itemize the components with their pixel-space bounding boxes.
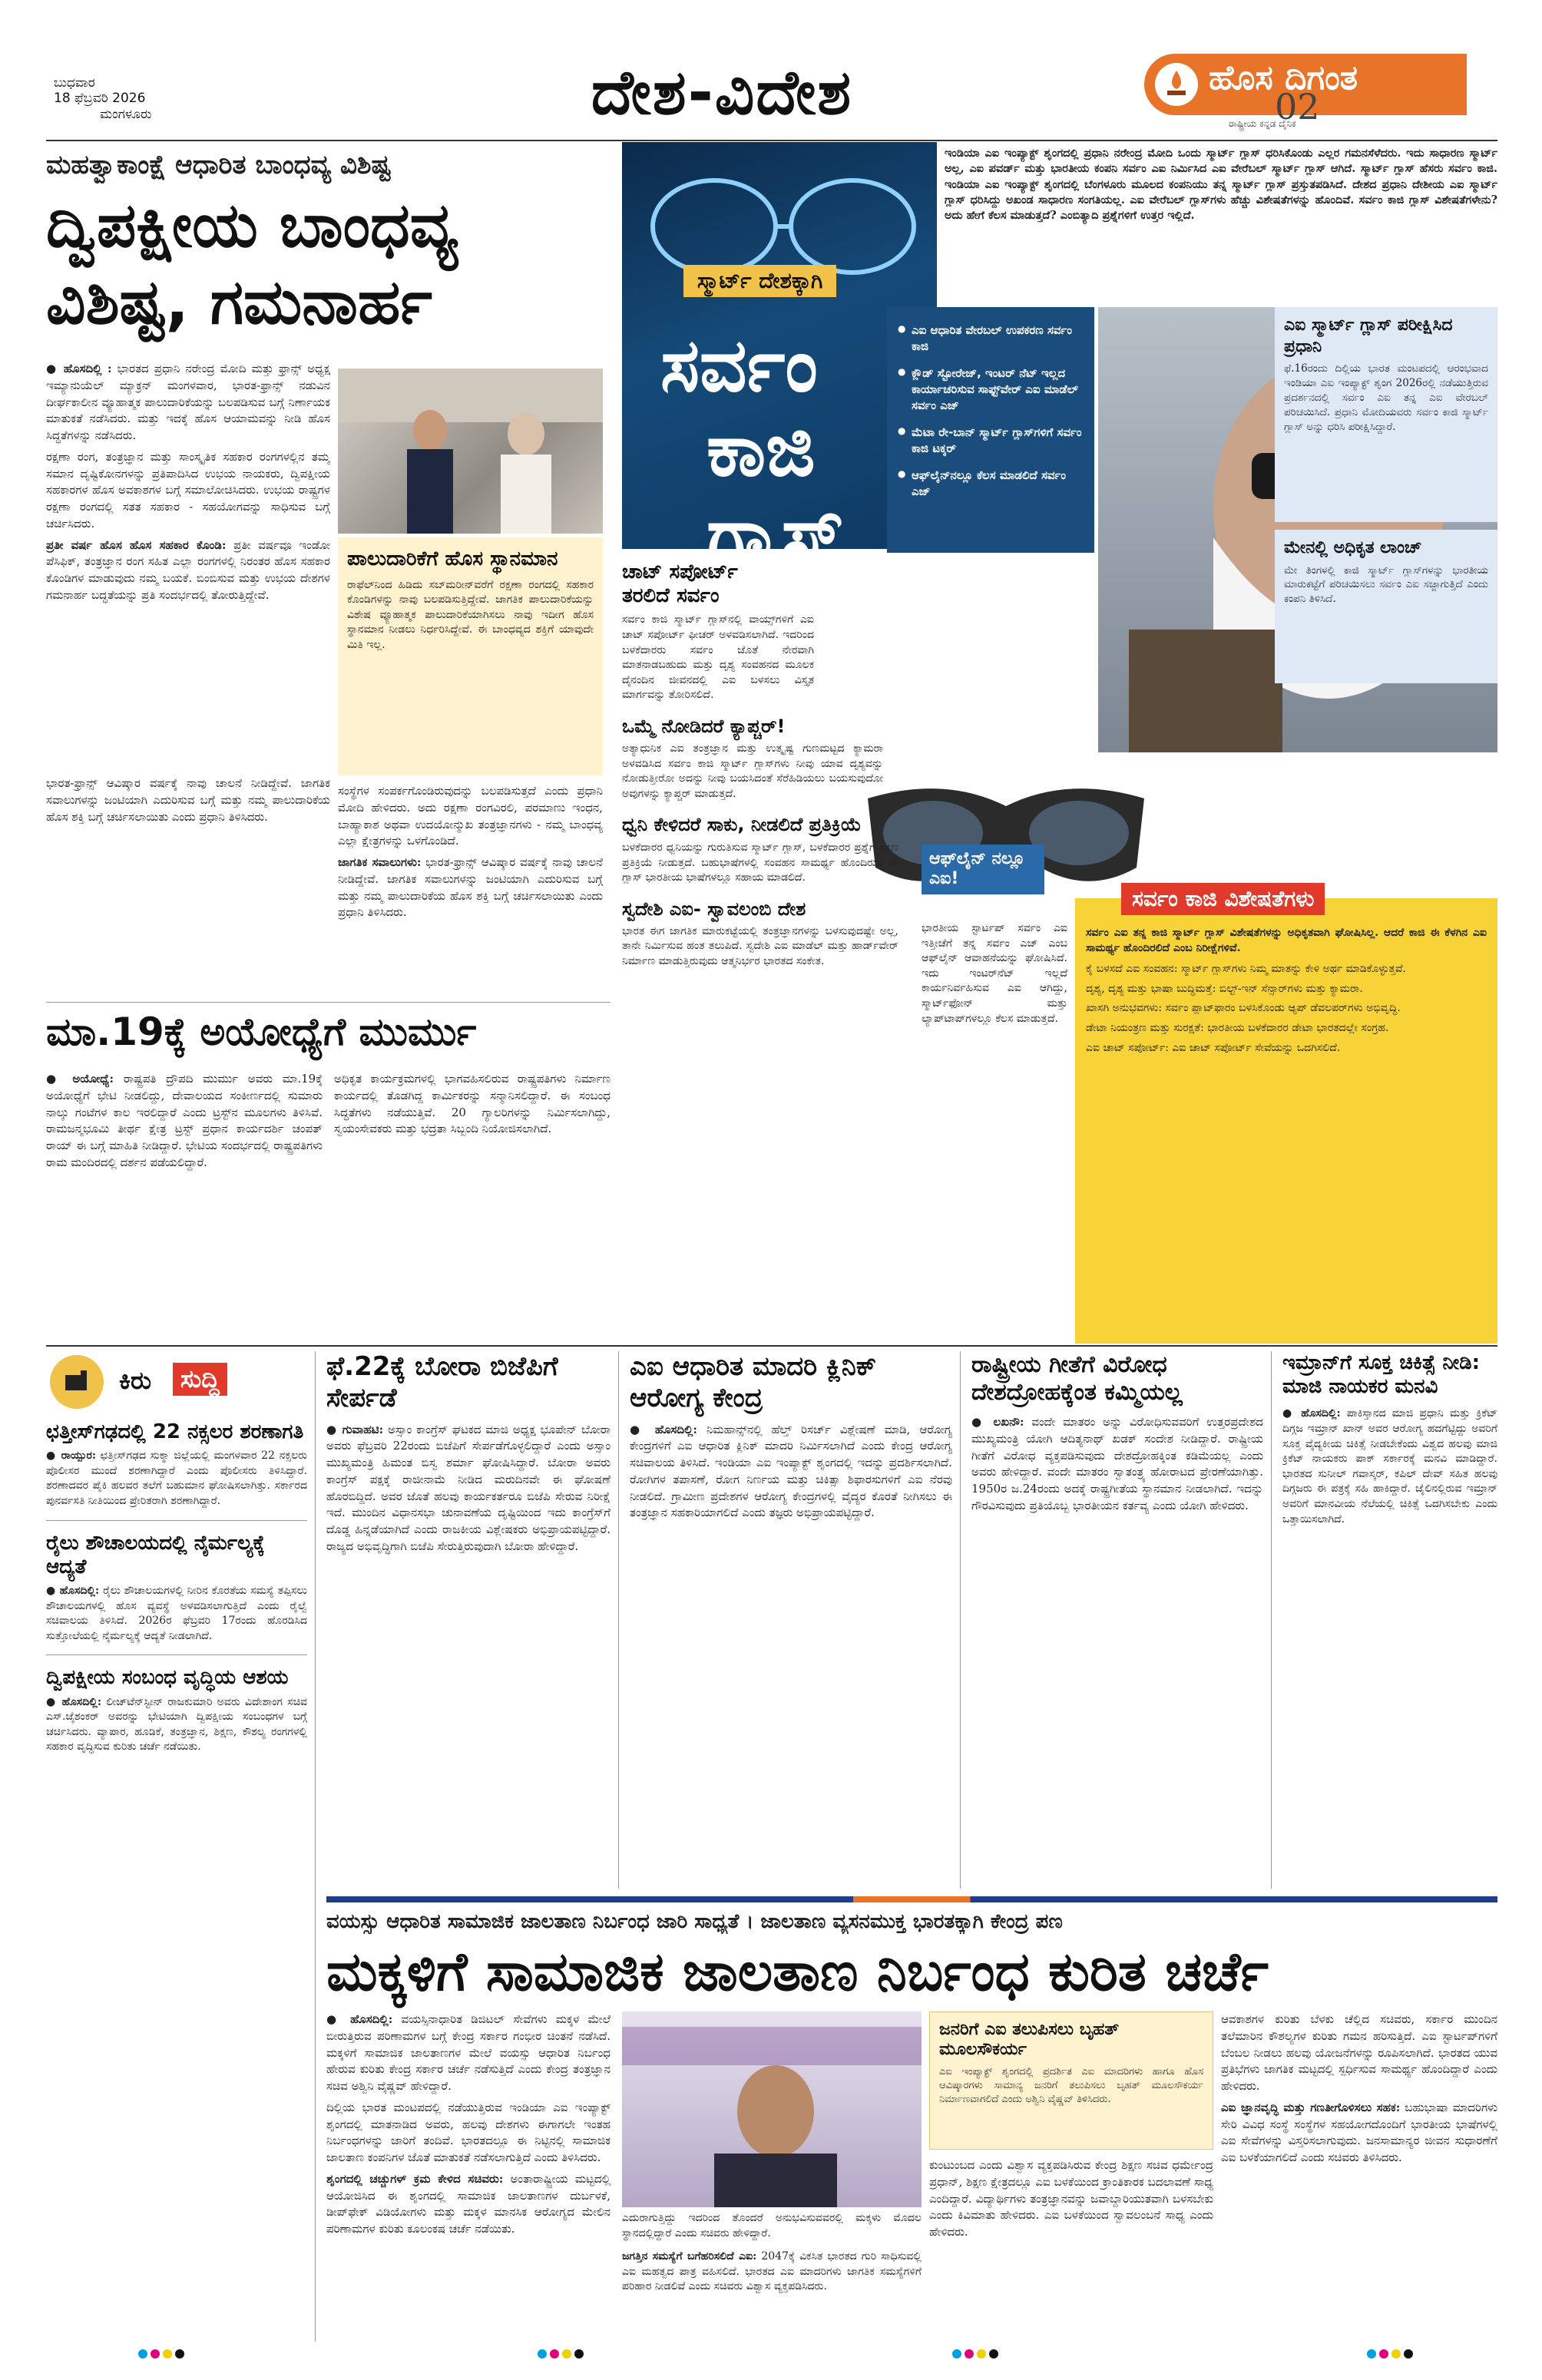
lead-subhead: ಪ್ರತೀ ವರ್ಷ ಹೊಸ ಹೊಸ ಸಹಕಾರ ಕೊಂಡಿ:: [46, 537, 227, 552]
lead-dateline: ● ಹೊಸದಿಲ್ಲಿ :: [46, 362, 112, 375]
kiru-divider: [46, 1520, 307, 1521]
lamp-icon: [1155, 63, 1198, 106]
bora-rule: [618, 1351, 619, 1889]
feature-big-1: ಸರ್ವಂ: [660, 322, 818, 408]
anthem-text: [971, 1414, 1263, 1515]
feature-tag: ಸ್ಮಾರ್ಟ್ ದೇಶಕ್ಕಾಗಿ: [683, 265, 836, 297]
social-para-4: 2047ಕ್ಕೆ ವಿಕಸಿತ ಭಾರತದ ಗುರಿ ಸಾಧಿಸುವಲ್ಲಿ ಎಐ ಮಹತ್ವದ ಪಾತ್ರ ವಹಿಸಲಿದೆ. ಭಾರತದ ಎಐ ಮಾದರಿಗಳು ಜಾಗತಿಕ ಸಮಸ್ಯೆಗಳಿಗೆ ಪರಿಹಾರ ನೀಡಲಿವೆ ಎಂದು ಸಚಿವರು ವಿಶ್ವಾಸ ವ್ಯಕ್ತಪಡಿಸಿದರು.: [622, 2250, 922, 2293]
feature-sub-2: ಒಮ್ಮೆ ನೋಡಿದರೆ ಕ್ಯಾಪ್ಚರ್!: [622, 715, 786, 737]
header-rule: [46, 140, 1497, 141]
imran-story: [1282, 1351, 1497, 1889]
murmu-title: ಮಾ.19ಕ್ಕೆ ಅಯೋಧ್ಯೆಗೆ ಮುರ್ಮು: [46, 1010, 477, 1054]
lead-col-2-subhead: ಜಾಗತಿಕ ಸವಾಲುಗಳು:: [338, 855, 422, 869]
murmu-col-2: ಅಧಿಕೃತ ಕಾರ್ಯಕ್ರಮಗಳಲ್ಲಿ ಭಾಗವಹಿಸಲಿರುವ ರಾಷ್ಟ್ರಪತಿಗಳು ನಿರ್ಮಾಣ ಕಾರ್ಯದಲ್ಲಿ ತೊಡಗಿದ್ದ ಕಾರ್ಮಿಕರನ್ನು ಸನ್ಮಾನಿಸಲಿದ್ದಾರೆ. ಈ ಸಂಬಂಧ ಸಿದ್ಧತೆಗಳು ನಡೆಯುತ್ತಿವೆ. 20 ಗ್ಯಾಲರಿಗಳನ್ನು ನಿರ್ಮಿಸಲಾಗಿದ್ದು, ಸ್ವಯಂಸೇವಕರು ಮತ್ತು ಭದ್ರತಾ ಸಿಬ್ಬಂದಿ ನಿಯೋಜಿಸಲಾಗಿದೆ.: [334, 1072, 611, 1136]
feature-sub-4-text: ಭಾರತ ಈಗ ಜಾಗತಿಕ ಮಾರುಕಟ್ಟೆಯಲ್ಲಿ ತಂತ್ರಜ್ಞಾನಗಳನ್ನು ಬಳಸುವುದಷ್ಟೇ ಅಲ್ಲ, ತಾನೇ ನಿರ್ಮಿಸುವ ಹಂತ ತಲುಪಿದೆ. ಸ್ವದೇಶಿ ಎಐ ಮಾಡೆಲ್ ಮತ್ತು ಹಾರ್ಡ್‌ವೇರ್ ನಿರ್ಮಾಣ ಮಾಡುತ್ತಿರುವುದು ಆತ್ಮನಿರ್ಭರ ಭಾರತದ ಸಂಕೇತ.: [622, 924, 898, 968]
suddi-label: ಸುದ್ದಿ: [173, 1363, 227, 1396]
offline-text: ಭಾರತೀಯ ಸ್ಟಾರ್ಟಪ್ ಸರ್ವಂ ಎಐ ಇತ್ತೀಚೆಗೆ ತನ್ನ ಸರ್ವಂ ಎಜ್ ಎಂಬ ಆಫ್‌ಲೈನ್ ಆವಾಹನೆಯನ್ನು ಘೋಷಿಸಿದೆ. ಇದು ಇಂಟರ್‌ನೆಟ್ ಇಲ್ಲದೆ ಕಾರ್ಯನಿರ್ವಹಿಸುವ ಎಐ ಆಗಿದ್ದು, ಸ್ಮಾರ್ಟ್‌ಫೋನ್ ಮತ್ತು ಲ್ಯಾಪ್‌ಟಾಪ್‌ಗಳಲ್ಲೂ ಕೆಲಸ ಮಾಡುತ್ತದೆ.: [922, 922, 1067, 1025]
spec-item: ಎಐ ಚಾಟ್ ಸಪೋರ್ಟ್: ಎಐ ಚಾಟ್ ಸಪೋರ್ಟ್ ಸೇವೆಯನ್ನು ಒದಗಿಸಲಿದೆ.: [1086, 1041, 1341, 1054]
clinic-title: ಎಐ ಆಧಾರಿತ ಮಾದರಿ ಕ್ಲಿನಿಕ್ ಆರೋಗ್ಯ ಕೇಂದ್ರ: [630, 1351, 877, 1413]
page-number: 02: [1275, 86, 1320, 127]
lead-col-2-para: ಸಂಸ್ಥೆಗಳ ಸಂಪರ್ಕಗೊಂಡಿರುವುದನ್ನು ಬಲಪಡಿಸುತ್ತದೆ ಎಂದು ಪ್ರಧಾನಿ ಮೋದಿ ಹೇಳಿದರು. ಅದು ರಕ್ಷಣಾ ರಂಗವಿರಲಿ, ಪರಮಾಣು ಇಂಧನ, ಬಾಹ್ಯಾಕಾಶ ಅಥವಾ ಉದಯೋನ್ಮುಖ ತಂತ್ರಜ್ಞಾನಗಳು - ನಮ್ಮ ಬಾಂಧವ್ಯ ಎಲ್ಲಾ ಕ್ಷೇತ್ರಗಳನ್ನು ಒಳಗೊಂಡಿದೆ.: [338, 784, 603, 848]
lead-title-2: ವಿಶಿಷ್ಟ, ಗಮನಾರ್ಹ: [46, 266, 432, 338]
paper-name: ಹೊಸ ದಿಗಂತ: [1209, 58, 1358, 98]
social-sidebox-title: ಜನರಿಗೆ ಎಐ ತಲುಪಿಸಲು ಬೃಹತ್ ಮೂಲಸೌಕರ್ಯ: [939, 2020, 1120, 2060]
lead-col-2-para-2: ಭಾರತ-ಫ್ರಾನ್ಸ್ ಆವಿಷ್ಕಾರ ವರ್ಷಕ್ಕೆ ನಾವು ಚಾಲನೆ ನೀಡಿದ್ದೇವೆ. ಜಾಗತಿಕ ಸವಾಲುಗಳನ್ನು ಜಂಟಿಯಾಗಿ ಎದುರಿಸುವ ಬಗ್ಗೆ ಮತ್ತು ನಮ್ಮ ಪಾಲುದಾರಿಕೆಯ ಹೊಸ ಶಕ್ತಿ ಬಗ್ಗೆ ಚರ್ಚಿಸಲಾಯಿತು ಎಂದು ಪ್ರಧಾನಿ ತಿಳಿಸಿದರು.: [338, 855, 603, 920]
feature-col-a: [622, 560, 898, 1344]
murmu-col-1: [46, 1071, 323, 1340]
kiru-title-3: ದ್ವಿಪಕ್ಷೀಯ ಸಂಬಂಧ ವೃದ್ಧಿಯ ಆಶಯ: [46, 1666, 289, 1690]
feature-bullet: ● ಎಐ ಆಧಾರಿತ ವೇರಬಲ್ ಉಪಕರಣ ಸರ್ವಂ ಕಾಜಿ: [898, 322, 1084, 355]
lead-title-1: ದ್ವಿಪಕ್ಷೀಯ ಬಾಂಧವ್ಯ: [46, 190, 458, 261]
feature-box-1-text: ಫೆ.16ರಂದು ದಿಲ್ಲಿಯ ಭಾರತ ಮಂಟಪದಲ್ಲಿ ಆರಂಭವಾದ ಇಂಡಿಯಾ ಎಐ ಇಂಪ್ಯಾಕ್ಟ್ ಶೃಂಗ 2026ರಲ್ಲಿ ನಡೆಯುತ್ತಿರುವ ಪ್ರದರ್ಶನದಲ್ಲಿ ಸರ್ವಂ ಎಐ ತನ್ನ ಎಐ ವೇರಬಲ್ ಪರಿಚಯಿಸಿದೆ. ಪ್ರಧಾನಿ ಮೋದಿಯವರು ಸರ್ವಂ ಕಾಜಿ ಸ್ಮಾರ್ಟ್ ಗ್ಲಾಸ್ ಅನ್ನು ಧರಿಸಿ ಪರೀಕ್ಷಿಸಿದ್ದಾರೆ.: [1284, 362, 1488, 433]
hand-icon: [50, 1355, 104, 1409]
feature-bullet: ● ಆಫ್‌ಲೈನ್‌ನಲ್ಲೂ ಕೆಲಸ ಮಾಡಲಿದೆ ಸರ್ವಂ ಎಜ್: [898, 468, 1084, 500]
section-title: ದೇಶ-ವಿದೇಶ: [591, 57, 853, 128]
spec-item: ಖಾಸಗಿ ಅನುಭವಗಳು: ಸರ್ವಂ ಪ್ಲಾಟ್‌ಫಾರಂ ಬಳಸಿಕೊಂಡು ಆ್ಯಪ್ ಡೆವಲಪರ್‌ಗಳು ಅಭಿವೃದ್ಧಿ.: [1086, 1002, 1401, 1015]
social-col-1: [326, 2011, 611, 2342]
social-col-2: [622, 2249, 922, 2342]
feature-sub-3-text: ಬಳಕೆದಾರರ ಧ್ವನಿಯನ್ನು ಗುರುತಿಸುವ ಸ್ಮಾರ್ಟ್ ಗ್ಲಾಸ್, ಬಳಕೆದಾರರ ಪ್ರಶ್ನೆಗೆ ತಕ್ಷಣ ಪ್ರತಿಕ್ರಿಯೆ ನೀಡುತ್ತದೆ. ಬಹುಭಾಷೆಗಳಲ್ಲಿ ಸಂವಹನ ಸಾಮರ್ಥ್ಯ ಹೊಂದಿರುವ ಈ ಗ್ಲಾಸ್ ಭಾರತೀಯ ಭಾಷೆಗಳಲ್ಲೂ ಸಹಾಯ ಮಾಡಲಿದೆ.: [622, 841, 898, 884]
clinic-para: ನಿಮಹಾನ್ಸ್‌ನಲ್ಲಿ ಹೆಲ್ತ್ ರಿಸರ್ಚ್ ವಿಶ್ಲೇಷಣೆ ಮಾಡಿ, ಆರೋಗ್ಯ ಕೇಂದ್ರಗಳಿಗೆ ಎಐ ಆಧಾರಿತ ಕ್ಲಿನಿಕ್ ಮಾದರಿ ನಿರ್ಮಿಸಲಾಗಿದೆ ಎಂದು ಕೇಂದ್ರ ಆರೋಗ್ಯ ಸಚಿವಾಲಯ ತಿಳಿಸಿದೆ. ಇಂಡಿಯಾ ಎಐ ಇಂಪ್ಯಾಕ್ಟ್ ಶೃಂಗದಲ್ಲಿ ಇದನ್ನು ಪ್ರದರ್ಶಿಸಲಾಗಿದೆ. ರೋಗಿಗಳ ತಪಾಸಣೆ, ರೋಗ ನಿರ್ಣಯ ಮತ್ತು ಚಿಕಿತ್ಸಾ ಶಿಫಾರಸುಗಳಿಗೆ ಎಐ ನೆರವು ನೀಡಲಿದೆ. ಗ್ರಾಮೀಣ ಪ್ರದೇಶಗಳ ಆರೋಗ್ಯ ಕೇಂದ್ರಗಳಲ್ಲಿ ವೈದ್ಯರ ಕೊರತೆ ನೀಗಿಸಲು ಈ ತಂತ್ರಜ್ಞಾನ ಸಹಕಾರಿಯಾಗಲಿದೆ ಎಂದು ತಜ್ಞರು ಅಭಿಪ್ರಾಯಪಟ್ಟಿದ್ದಾರೆ.: [630, 1422, 952, 1520]
lead-col-1b: [46, 775, 330, 998]
imran-text: [1282, 1407, 1497, 1527]
anthem-title: ರಾಷ್ಟ್ರೀಯ ಗೀತೆಗೆ ವಿರೋಧ ದೇಶದ್ರೋಹಕ್ಕೆಂತ ಕಮ್ಮಿಯಲ್ಲ: [971, 1351, 1183, 1406]
color-bar: [326, 1896, 1497, 1902]
feature-sub-1-text: ಸರ್ವಂ ಕಾಜಿ ಸ್ಮಾರ್ಟ್ ಗ್ಲಾಸ್‌ನಲ್ಲಿ ವಾಯ್ಸ್‌ಗಳಿಗೆ ಎಐ ಚಾಟ್ ಸಪೋರ್ಟ್ ಫೀಚರ್ ಅಳವಡಿಸಲಾಗಿದೆ. ಇದರಿಂದ ಬಳಕೆದಾರರು ಸರ್ವಂ ಜೊತೆ ನೇರವಾಗಿ ಮಾತನಾಡಬಹುದು ಮತ್ತು ದೃಶ್ಯ ಸಂವಹನದ ಮೂಲಕ ದೈನಂದಿನ ಜೀವನದಲ್ಲಿ ಎಐ ಬಳಸಲು ವಿಸ್ತೃತ ಮಾರ್ಗವನ್ನು ತೋರಿಸಲಿದೆ.: [622, 613, 814, 702]
dateline-day: ಬುಧವಾರ: [54, 75, 95, 91]
bora-text: [326, 1422, 611, 1555]
imran-dateline: ● ಹೊಸದಿಲ್ಲಿ:: [1282, 1407, 1341, 1420]
feature-sub-1: ಚಾಟ್ ಸಪೋರ್ಟ್ ತರಲಿದೆ ಸರ್ವಂ: [622, 560, 738, 608]
feature-intro: ಇಂಡಿಯಾ ಎಐ ಇಂಪ್ಯಾಕ್ಟ್ ಶೃಂಗದಲ್ಲಿ ಪ್ರಧಾನಿ ನರೇಂದ್ರ ಮೋದಿ ಒಂದು ಸ್ಮಾರ್ಟ್ ಗ್ಲಾಸ್ ಧರಿಸಿಕೊಂಡು ಎಲ್ಲರ ಗಮನಸೆಳೆದರು. ಇದು ಸಾಧಾರಣ ಸ್ಮಾರ್ಟ್ ಅಲ್ಲ, ಎಐ ಪವರ್ಡ್ ಮತ್ತು ಭಾರತೀಯ ಕಂಪನಿ ಸರ್ವಂ ಎಐ ನಿರ್ಮಿಸಿದ ಎಐ ವೇರೆಬಲ್ ಸ್ಮಾರ್ಟ್ ಗ್ಲಾಸ್ ಆಗಿದೆ. ಸ್ಮಾರ್ಟ್ ಗ್ಲಾಸ್ ಹೆಸರು ಸರ್ವಂ ಕಾಜಿ. ಇಂಡಿಯಾ ಎಐ ಇಂಪ್ಯಾಕ್ಟ್ ಶೃಂಗದಲ್ಲಿ ಬೆಂಗಳೂರು ಮೂಲದ ಕಂಪನಿಯು ತನ್ನ ಸ್ಮಾರ್ಟ್ ಗ್ಲಾಸ್ ಪ್ರಸ್ತುತಪಡಿಸಿದೆ. ದೇಶದ ಪ್ರಧಾನಿ ದೇಶೀಯ ಎಐ ಸ್ಮಾರ್ಟ್ ಗ್ಲಾಸ್ ಧರಿಸಿದ್ದು ಅಖಂಡ ಸಾಧಾರಣ ಸಂಗತಿಯಲ್ಲ. ಎಐ ವೇರೆಬಲ್ ಗ್ಲಾಸ್‌ಗಳು ಹೆಚ್ಚು ವಿಶೇಷತೆಗಳನ್ನು ಹೊಂದಿವೆ. ಸರ್ವಂ ಕಾಜಿ ಗ್ಲಾಸ್ ವಿಶೇಷತೆಗಳೇನು? ಅದು ಹೇಗೆ ಕೆಲಸ ಮಾಡುತ್ತದೆ? ಎಂಬಿತ್ಯಾದಿ ಪ್ರಶ್ನೆಗಳಿಗೆ ಉತ್ತರ ಇಲ್ಲಿದೆ.: [945, 147, 1497, 223]
feature-big-3: ಗ್ಲಾಸ್: [706, 491, 845, 577]
lead-col-2: [338, 783, 603, 998]
minister-photo: [622, 2011, 922, 2207]
dateline: [54, 75, 207, 122]
kiru-rule: [315, 1351, 316, 2342]
kiru-text-3: [46, 1695, 307, 1755]
anthem-rule: [1271, 1351, 1272, 1889]
social-para-1: ವಯಸ್ಸಿನಾಧಾರಿತ ಡಿಜಿಟಲ್ ಸೇವೆಗಳು ಮಕ್ಕಳ ಮೇಲೆ ಬೀರುತ್ತಿರುವ ಪರಿಣಾಮಗಳ ಬಗ್ಗೆ ಕೇಂದ್ರ ಸರ್ಕಾರ ಗಂಭೀರ ಚಿಂತನೆ ನಡೆಸಿದೆ. ಮಕ್ಕಳಿಗೆ ಸಾಮಾಜಿಕ ಜಾಲತಾಣಗಳ ಮೇಲೆ ವಯಸ್ಸು ಆಧಾರಿತ ನಿರ್ಬಂಧ ಹೇರುವ ಕುರಿತು ಕೇಂದ್ರ ಸರ್ಕಾರ ಚರ್ಚೆ ನಡೆಸುತ್ತಿದೆ ಎಂದು ಕೇಂದ್ರ ತಂತ್ರಜ್ಞಾನ ಸಚಿವ ಅಶ್ವಿನಿ ವೈಷ್ಣವ್ ಹೇಳಿದ್ದಾರೆ.: [326, 2012, 611, 2093]
kiru-para: ಛತ್ತೀಸ್‌ಗಢದ ಸುಕ್ಮಾ ಜಿಲ್ಲೆಯಲ್ಲಿ ಮಂಗಳವಾರ 22 ನಕ್ಸಲರು ಪೊಲೀಸರ ಮುಂದೆ ಶರಣಾಗಿದ್ದಾರೆ ಎಂದು ಪೊಲೀಸರು ತಿಳಿಸಿದ್ದಾರೆ. ಶರಣಾದವರ ಪೈಕಿ ಹಲವರ ತಲೆಗೆ ಬಹುಮಾನ ಘೋಷಿಸಲಾಗಿತ್ತು. ಸರ್ಕಾರದ ಪುನರ್ವಸತಿ ನೀತಿಯಿಂದ ಪ್ರೇರಿತರಾಗಿ ಶರಣಾಗಿದ್ದಾರೆ.: [46, 1449, 307, 1507]
social-para-2: ದಿಲ್ಲಿಯ ಭಾರತ ಮಂಟಪದಲ್ಲಿ ನಡೆಯುತ್ತಿರುವ ಇಂಡಿಯಾ ಎಐ ಇಂಪ್ಯಾಕ್ಟ್ ಶೃಂಗದಲ್ಲಿ ಮಾತನಾಡಿದ ಅವರು, ಹಲವು ದೇಶಗಳು ಈಗಾಗಲೇ ಇಂತಹ ನಿರ್ಬಂಧಗಳನ್ನು ಜಾರಿಗೆ ತಂದಿವೆ. ಭಾರತದಲ್ಲೂ ಈ ನಿಟ್ಟಿನಲ್ಲಿ ಸಾಮಾಜಿಕ ಜಾಲತಾಣ ಕಂಪನಿಗಳ ಜೊತೆ ಮಾತುಕತೆ ನಡೆಸಲಾಗುತ್ತಿದೆ ಎಂದು ತಿಳಿಸಿದರು.: [326, 2100, 611, 2164]
imran-title: ಇಮ್ರಾನ್‌ಗೆ ಸೂಕ್ತ ಚಿಕಿತ್ಸೆ ನೀಡಿ: ಮಾಜಿ ನಾಯಕರ ಮನವಿ: [1282, 1351, 1481, 1399]
social-title: ಮಕ್ಕಳಿಗೆ ಸಾಮಾಜಿಕ ಜಾಲತಾಣ ನಿರ್ಬಂಧ ಕುರಿತ ಚರ್ಚೆ: [326, 1940, 1269, 2003]
dateline-date: 18 ಫೆಬ್ರವರಿ 2026: [54, 91, 146, 107]
feature-box-2: [1275, 530, 1497, 683]
social-col-4: [1221, 2011, 1497, 2342]
social-subhead-3: ಎಐ ಜ್ಞಾನವೃದ್ಧಿ ಮತ್ತು ಗಣತೀಗೊಳಿಸಲು ಸಹಕ:: [1221, 2100, 1401, 2114]
kiru-title-1: ಛತ್ತೀಸ್‌ಗಢದಲ್ಲಿ 22 ನಕ್ಸಲರ ಶರಣಾಗತಿ: [46, 1420, 304, 1443]
lead-sidebox-text: ರಾಫೆಲ್‌ನಿಂದ ಹಿಡಿದು ಸಬ್‌ಮರೀನ್‌ವರೆಗೆ ರಕ್ಷಣಾ ರಂಗದಲ್ಲಿ ಸಹಕಾರ ಕೊಂಡಿಗಳನ್ನು ನಾವು ಬಲಪಡಿಸುತ್ತಿದ್ದೇವೆ. ಜಾಗತಿಕ ಪಾಲುದಾರಿಕೆಯನ್ನು ವಿಶೇಷ ವ್ಯೂಹಾತ್ಮಕ ಪಾಲುದಾರಿಕೆಯಾಗಿಸಲು ನಾವು ಇದೀಗ ಹೊಸ ಸ್ಥಾನಮಾನ ನೀಡಲು ನಿರ್ಧರಿಸಿದ್ದೇವೆ. ಈ ಬಾಂಧವ್ಯದ ಶಕ್ತಿಗೆ ಯಾವುದೇ ಮಿತಿ ಇಲ್ಲ.: [347, 578, 594, 651]
kiru-label: ಕಿರು: [119, 1366, 152, 1395]
social-para-6: ಆವಕಾಶಗಳ ಕುರಿತು ಬೆಳಕು ಚೆಲ್ಲಿದ ಸಚಿವರು, ಸರ್ಕಾರ ಮುಂದಿನ ತಲೆಮಾರಿನ ಕೌಶಲ್ಯಗಳ ಕುರಿತು ಗಮನ ಹರಿಸುತ್ತಿದೆ. ಎಐ ಸ್ಟಾರ್ಟಪ್‌ಗಳಿಗೆ ಬೆಂಬಲ ನೀಡಲು ಹಲವು ಯೋಜನೆಗಳನ್ನು ರೂಪಿಸಲಾಗಿದೆ. ಭಾರತದ ಯುವ ಪ್ರತಿಭೆಗಳು ಜಾಗತಿಕ ಮಟ್ಟದಲ್ಲಿ ಸ್ಪರ್ಧಿಸುವ ಸಾಮರ್ಥ್ಯ ಹೊಂದಿದ್ದಾರೆ ಎಂದು ಹೇಳಿದರು.: [1221, 2012, 1497, 2093]
kiru-para: ಲೀಚ್‌ಟೆನ್‌ಸ್ಟೀನ್ ರಾಜಕುಮಾರಿ ಅವರು ವಿದೇಶಾಂಗ ಸಚಿವ ಎಸ್.ಜೈಶಂಕರ್ ಅವರನ್ನು ಭೇಟಿಯಾಗಿ ದ್ವಿಪಕ್ಷೀಯ ಸಂಬಂಧಗಳ ಬಗ್ಗೆ ಚರ್ಚಿಸಿದರು. ವ್ಯಾಪಾರ, ಹೂಡಿಕೆ, ತಂತ್ರಜ್ಞಾನ, ಶಿಕ್ಷಣ, ಕೌಶಲ್ಯ ರಂಗಗಳಲ್ಲಿ ಸಹಕಾರ ವೃದ್ಧಿಸುವ ಕುರಿತು ಚರ್ಚೆ ನಡೆಯಿತು.: [46, 1695, 307, 1754]
smart-glasses-image: [852, 752, 1160, 921]
modi-macron-photo: [338, 369, 603, 534]
feature-bullets-panel: [887, 307, 1094, 553]
social-para-3: ಅಂತಾರಾಷ್ಟ್ರೀಯ ಮಟ್ಟದಲ್ಲಿ ಆಯೋಜಿಸಿದ ಈ ಶೃಂಗದಲ್ಲಿ ಸಾಮಾಜಿಕ ಜಾಲತಾಣಗಳ ದುರ್ಬಳಕೆ, ಡೀಪ್‌ಫೇಕ್ ವಿಡಿಯೋಗಳು ಮತ್ತು ಮಕ್ಕಳ ಮಾನಸಿಕ ಆರೋಗ್ಯದ ಮೇಲಿನ ಪರಿಣಾಮಗಳ ಕುರಿತು ಕೂಲಂಕಷ ಚರ್ಚೆ ನಡೆಯಿತು.: [326, 2171, 611, 2236]
kiru-badge: [50, 1355, 280, 1409]
kiru-column: [46, 1420, 307, 2342]
feature-sub-4: ಸ್ವದೇಶಿ ಎಐ- ಸ್ವಾವಲಂಬಿ ದೇಶ: [622, 897, 806, 920]
print-registration-marks: [952, 2349, 998, 2359]
kiru-para: ರೈಲು ಶೌಚಾಲಯಗಳಲ್ಲಿ ನೀರಿನ ಕೊರತೆಯ ಸಮಸ್ಯೆ ತಪ್ಪಿಸಲು ಶೌಚಾಲಯಗಳಲ್ಲಿ ಹೊಸ ವ್ಯವಸ್ಥೆ ಅಳವಡಿಸಲಾಗುತ್ತಿದೆ ಎಂದು ರೈಲ್ವೆ ಸಚಿವಾಲಯ ತಿಳಿಸಿದೆ. 2026ರ ಫೆಬ್ರವರಿ 17ರಂದು ಹೊರಡಿಸಿದ ಸುತ್ತೋಲೆಯಲ್ಲಿ ನೈರ್ಮಲ್ಯಕ್ಕೆ ಆದ್ಯತೆ ನೀಡಲಾಗಿದೆ.: [46, 1584, 307, 1642]
bora-dateline: ● ಗುವಾಹಟಿ:: [326, 1422, 384, 1436]
dateline-city: ಮಂಗಳೂರು: [100, 106, 152, 122]
bora-title: ಫೆ.22ಕ್ಕೆ ಬೋರಾ ಬಿಜೆಪಿಗೆ ಸೇರ್ಪಡೆ: [326, 1351, 558, 1413]
print-registration-marks: [538, 2349, 584, 2359]
feature-sub-3: ಧ್ವನಿ ಕೇಳಿದರೆ ಸಾಕು, ನೀಡಲಿದೆ ಪ್ರತಿಕ್ರಿಯೆ: [622, 814, 862, 836]
spec-item: ದೃಶ್ಯ, ದೃಶ್ಯ ಮತ್ತು ಭಾಷಾ ಬುದ್ಧಿಮತ್ತೆ: ಬಿಲ್ಟ್-ಇನ್ ಸೆನ್ಸಾರ್‌ಗಳು ಮತ್ತು ಕ್ಯಾಮರಾ.: [1086, 982, 1363, 995]
kiru-text-1: [46, 1449, 307, 1509]
lead-para-1: ಭಾರತದ ಪ್ರಧಾನಿ ನರೇಂದ್ರ ಮೋದಿ ಮತ್ತು ಫ್ರಾನ್ಸ್ ಅಧ್ಯಕ್ಷ ಇಮ್ಯಾನುಯೆಲ್ ಮ್ಯಾಕ್ರನ್ ಮಂಗಳವಾರ, ಭಾರತ-ಫ್ರಾನ್ಸ್ ನಡುವಿನ ದೀರ್ಘಕಾಲೀನ ವ್ಯೂಹಾತ್ಮಕ ಪಾಲುದಾರಿಕೆಯನ್ನು ಬಲಪಡಿಸುವ ಬಗ್ಗೆ ನಿರ್ಣಾಯಕ ಮಾತುಕತೆ ನಡೆಸಿದರು. ಮತ್ತು ಇದಕ್ಕೆ ಹೊಸ ಆಯಾಮವನ್ನು ನೀಡಿ ಹೊಸ ಸಿದ್ಧತೆಗಳನ್ನು ನಡೆಸಿದರು.: [46, 362, 330, 442]
feature-box-2-title: ಮೇನಲ್ಲಿ ಅಧಿಕೃತ ಲಾಂಚ್: [1284, 538, 1422, 557]
bora-para: ಅಸ್ಸಾಂ ಕಾಂಗ್ರೆಸ್ ಘಟಕದ ಮಾಜಿ ಅಧ್ಯಕ್ಷ ಭೂಪೇನ್ ಬೋರಾ ಅವರು ಫೆಬ್ರವರಿ 22ರಂದು ಬಿಜೆಪಿಗೆ ಸೇರ್ಪಡೆಗೊಳ್ಳಲಿದ್ದಾರೆ ಎಂದು ಅಸ್ಸಾಂ ಮುಖ್ಯಮಂತ್ರಿ ಹಿಮಂತ ಬಿಸ್ವ ಶರ್ಮಾ ಘೋಷಿಸಿದ್ದಾರೆ. ಬೋರಾ ಅವರು ಕಾಂಗ್ರೆಸ್ ಪಕ್ಷಕ್ಕೆ ರಾಜೀನಾಮೆ ನೀಡಿದ ಮರುದಿನವೇ ಈ ಘೋಷಣೆ ಹೊರಬಿದ್ದಿದೆ. ಅವರ ಜೊತೆ ಹಲವು ಕಾರ್ಯಕರ್ತರೂ ಬಿಜೆಪಿ ಸೇರುವ ನಿರೀಕ್ಷೆ ಇದೆ. ಮುಂದಿನ ವಿಧಾನಸಭಾ ಚುನಾವಣೆಯ ದೃಷ್ಟಿಯಿಂದ ಇದು ಕಾಂಗ್ರೆಸ್‌ಗೆ ದೊಡ್ಡ ಹಿನ್ನಡೆಯಾಗಿದೆ ಎಂದು ರಾಜಕೀಯ ವಿಶ್ಲೇಷಕರು ಅಭಿಪ್ರಾಯಪಟ್ಟಿದ್ದಾರೆ. ರಾಜ್ಯದ ಅಭಿವೃದ್ಧಿಗಾಗಿ ಬಿಜೆಪಿ ಸೇರುತ್ತಿರುವುದಾಗಿ ಬೋರಾ ಹೇಳಿದ್ದಾರೆ.: [326, 1422, 611, 1553]
feature-box-1-title: ಎಐ ಸ್ಮಾರ್ಟ್ ಗ್ಲಾಸ್ ಪರೀಕ್ಷಿಸಿದ ಪ್ರಧಾನಿ: [1284, 316, 1453, 356]
social-kicker: ವಯಸ್ಸು ಆಧಾರಿತ ಸಾಮಾಜಿಕ ಜಾಲತಾಣ ನಿರ್ಬಂಧ ಜಾರಿ ಸಾಧ್ಯತೆ । ಜಾಲತಾಣ ವ್ಯಸನಮುಕ್ತ ಭಾರತಕ್ಕಾಗಿ ಕೇಂದ್ರ ಪಣ: [326, 1910, 1063, 1933]
lead-col-1b-para: ಭಾರತ-ಫ್ರಾನ್ಸ್ ಆವಿಷ್ಕಾರ ವರ್ಷಕ್ಕೆ ನಾವು ಚಾಲನೆ ನೀಡಿದ್ದೇವೆ. ಜಾಗತಿಕ ಸವಾಲುಗಳನ್ನು ಜಂಟಿಯಾಗಿ ಎದುರಿಸುವ ಬಗ್ಗೆ ಮತ್ತು ನಮ್ಮ ಪಾಲುದಾರಿಕೆಯ ಹೊಸ ಶಕ್ತಿ ಬಗ್ಗೆ ಚರ್ಚಿಸಲಾಯಿತು ಎಂದು ಪ್ರಧಾನಿ ತಿಳಿಸಿದರು.: [46, 776, 330, 824]
spec-item: ಡೇಟಾ ನಿಯಂತ್ರಣ ಮತ್ತು ಸುರಕ್ಷತೆ: ಭಾರತೀಯ ಬಳಕೆದಾರರ ಡೇಟಾ ಭಾರತದಲ್ಲೇ ಸಂಗ್ರಹ.: [1086, 1021, 1389, 1034]
feature-big-2: ಕಾಜಿ: [706, 407, 816, 493]
social-sidebox-text: ಎಐ ಇಂಪ್ಯಾಕ್ಟ್ ಶೃಂಗದಲ್ಲಿ ಪ್ರದರ್ಶಿತ ಎಐ ಮಾದರಿಗಳು ಹಾಗೂ ಹೊಸ ಆವಿಷ್ಕಾರಗಳು ಸಾಮಾನ್ಯ ಜನರಿಗೆ ತಲುಪಿಸಲು ಬೃಹತ್ ಮೂಲಸೌಕರ್ಯ ನಿರ್ಮಾಣವಾಗಲಿದೆ ಎಂದು ಅಶ್ವಿನಿ ವೈಷ್ಣವ್ ತಿಳಿಸಿದರು.: [939, 2065, 1203, 2106]
minister-caption: ಎದುರಾಗುತ್ತಿದ್ದು ಇದರಿಂದ ತೊಂದರೆ ಅನುಭವಿಸುವವರಲ್ಲಿ ಮಕ್ಕಳು ಮೊದಲ ಸ್ಥಾನದಲ್ಲಿದ್ದಾರೆ ಎಂದು ಸಚಿವರು ಹೇಳಿದ್ದಾರೆ.: [622, 2212, 922, 2240]
kiru-dateline: ● ರಾಯ್ಪುರ:: [46, 1449, 97, 1463]
feature-bullet: ● ಮೆಟಾ ರೇ-ಬಾನ್ ಸ್ಮಾರ್ಟ್ ಗ್ಲಾಸ್‌ಗಳಿಗೆ ಸರ್ವಂ ಕಾಜಿ ಟಕ್ಕರ್: [898, 425, 1084, 457]
spec-list: [1086, 962, 1487, 1056]
social-col-3: ಕುಂಟುಂಬದ ಎಂದು ವಿಶ್ವಾಸ ವ್ಯಕ್ತಪಡಿಸಿರುವ ಕೇಂದ್ರ ಶಿಕ್ಷಣ ಸಚಿವ ಧರ್ಮೇಂದ್ರ ಪ್ರಧಾನ್, ಶಿಕ್ಷಣ ಕ್ಷೇತ್ರದಲ್ಲೂ ಎಐ ಬಳಕೆಯಿಂದ ಕ್ರಾಂತಿಕಾರಕ ಬದಲಾವಣೆ ಸಾಧ್ಯ ಎಂದಿದ್ದಾರೆ. ವಿದ್ಯಾರ್ಥಿಗಳು ತಂತ್ರಜ್ಞಾನವನ್ನು ಜವಾಬ್ದಾರಿಯುತವಾಗಿ ಬಳಸಬೇಕು ಎಂದು ಕಿವಿಮಾತು ಹೇಳಿದರು. ಎಐ ಬಳಕೆಯಿಂದ ಸ್ವಾವಲಂಬನೆ ಸಾಧ್ಯ ಎಂದು ಹೇಳಿದರು.: [929, 2158, 1213, 2239]
spec-box-intro: ಸರ್ವಂ ಎಐ ತನ್ನ ಕಾಜಿ ಸ್ಮಾರ್ಟ್ ಗ್ಲಾಸ್ ವಿಶೇಷತೆಗಳನ್ನು ಅಧಿಕೃತವಾಗಿ ಘೋಷಿಸಿಲ್ಲ. ಆದರೆ ಕಾಜಿ ಈ ಕೆಳಗಿನ ಎಐ ಸಾಮರ್ಥ್ಯ ಹೊಂದಿರಲಿದೆ ಎಂಬ ನಿರೀಕ್ಷೆಗಳಿವೆ.: [1086, 927, 1487, 954]
lead-para-3: ಪ್ರತೀ ವರ್ಷವೂ ಇಂಡೋ ಪೆಸಿಫಿಕ್, ತಂತ್ರಜ್ಞಾನ ರಂಗ ಸಹಿತ ಎಲ್ಲಾ ರಂಗಗಳಲ್ಲಿ ನಿರಂತರ ಹೊಸ ಸಹಕಾರ ಕೊಂಡಿಗಳ ಮಾಡುವುದು ನಮ್ಮ ಬಯಕೆ. ಬಿಂಬಿಸುವ ಮತ್ತು ಉಭಯ ದೇಶಗಳ ಗಮನಾರ್ಹ ಬದ್ಧತೆಯನ್ನು ಪ್ರತಿ ಸಂದರ್ಭದಲ್ಲಿ ತೋರುತ್ತಿದ್ದೇವೆ.: [46, 537, 330, 602]
feature-bullet-list: [898, 322, 1084, 500]
lead-sidebox-title: ಪಾಲುದಾರಿಕೆಗೆ ಹೊಸ ಸ್ಥಾನಮಾನ: [347, 547, 558, 570]
print-registration-marks: [1367, 2349, 1413, 2359]
clinic-text: [630, 1422, 952, 1522]
kiru-dateline: ● ಹೊಸದಿಲ್ಲಿ:: [46, 1695, 102, 1708]
lead-kicker: ಮಹತ್ವಾಕಾಂಕ್ಷೆ ಆಧಾರಿತ ಬಾಂಧವ್ಯ ವಿಶಿಷ್ಟ: [46, 150, 392, 180]
print-registration-marks: [138, 2349, 184, 2359]
kiru-title-2: ರೈಲು ಶೌಚಾಲಯದಲ್ಲಿ ನೈರ್ಮಲ್ಯಕ್ಕೆ ಆದ್ಯತೆ: [46, 1531, 265, 1578]
social-dateline: ● ಹೊಸದಿಲ್ಲಿ:: [326, 2012, 393, 2026]
imran-para: ಪಾಕಿಸ್ತಾನದ ಮಾಜಿ ಪ್ರಧಾನಿ ಮತ್ತು ಕ್ರಿಕೆಟ್ ದಿಗ್ಗಜ ಇಮ್ರಾನ್ ಖಾನ್ ಅವರ ಆರೋಗ್ಯ ಹದಗೆಟ್ಟಿದ್ದು ಅವರಿಗೆ ಸೂಕ್ತ ವೈದ್ಯಕೀಯ ಚಿಕಿತ್ಸೆ ನೀಡಬೇಕೆಂದು ವಿಶ್ವದ ಹಲವು ಮಾಜಿ ಕ್ರಿಕೆಟ್ ನಾಯಕರು ಪಾಕ್ ಸರ್ಕಾರಕ್ಕೆ ಮನವಿ ಮಾಡಿದ್ದಾರೆ. ಭಾರತದ ಸುನೀಲ್ ಗವಾಸ್ಕರ್, ಕಪಿಲ್ ದೇವ್ ಸಹಿತ ಹಲವು ದಿಗ್ಗಜರು ಈ ಪತ್ರಕ್ಕೆ ಸಹಿ ಹಾಕಿದ್ದಾರೆ. ಜೈಲಿನಲ್ಲಿರುವ ಇಮ್ರಾನ್ ಅವರಿಗೆ ಮಾನವೀಯ ನೆಲೆಯಲ್ಲಿ ಚಿಕಿತ್ಸೆ ಒದಗಿಸಬೇಕು ಎಂದು ಒತ್ತಾಯಿಸಲಾಗಿದೆ.: [1282, 1407, 1497, 1526]
lead-col-1: [46, 361, 330, 768]
social-para-7: ಬಹುಭಾಷಾ ಮಾದರಿಗಳು ಸೇರಿ ವಿವಿಧ ಸಂಸ್ಥೆ ಸಂಸ್ಥೆಗಳ ಸಹಯೋಗದೊಂದಿಗೆ ಭಾರತೀಯ ಭಾಷೆಗಳಲ್ಲಿ ಎಐ ಸೇವೆಗಳನ್ನು ವಿಸ್ತರಿಸಲಾಗುವುದು. ಜನಸಾಮಾನ್ಯರ ಜೀವನ ಸುಧಾರಣೆಗೆ ಎಐ ಬಳಕೆಯಾಗಲಿದೆ ಎಂದು ಸಚಿವರು ತಿಳಿಸಿದರು.: [1221, 2100, 1497, 2164]
spec-item: ಕೈ ಬಳಸದೆ ಎಐ ಸಂವಹನ: ಸ್ಮಾರ್ಟ್ ಗ್ಲಾಸ್‌ಗಳು ನಿಮ್ಮ ಮಾತನ್ನು ಕೇಳಿ ಅರ್ಥ ಮಾಡಿಕೊಳ್ಳುತ್ತವೆ.: [1086, 963, 1406, 976]
social-subhead-2: ಜಗತ್ತಿನ ಸಮಸ್ಯೆಗೆ ಬಗೆಹರಿಸಲಿದೆ ಎಐ:: [622, 2250, 757, 2263]
bora-story: [326, 1351, 611, 1889]
kiru-divider: [46, 1654, 307, 1655]
clinic-story: [630, 1351, 952, 1889]
murmu-para-1: ರಾಷ್ಟ್ರಪತಿ ದ್ರೌಪದಿ ಮುರ್ಮು ಅವರು ಮಾ.19ಕ್ಕೆ ಅಯೋಧ್ಯೆಗೆ ಭೇಟಿ ನೀಡಲಿದ್ದು, ದೇವಾಲಯದ ಸಂಕೀರ್ಣದಲ್ಲಿ ಸುಮಾರು ನಾಲ್ಕು ಗಂಟೆಗಳ ಕಾಲ ಇರಲಿದ್ದಾರೆ ಎಂದು ಟ್ರಸ್ಟ್‌ನ ಮೂಲಗಳು ತಿಳಿಸಿವೆ. ರಾಮಜನ್ಮಭೂಮಿ ತೀರ್ಥ ಕ್ಷೇತ್ರ ಟ್ರಸ್ಟ್ ಪ್ರಧಾನ ಕಾರ್ಯದರ್ಶಿ ಚಂಪತ್ ರಾಯ್ ಈ ಬಗ್ಗೆ ಮಾಹಿತಿ ನೀಡಿದ್ದಾರೆ. ಭೇಟಿಯ ಸಂದರ್ಭದಲ್ಲಿ ರಾಷ್ಟ್ರಪತಿಗಳು ರಾಮ ಮಂದಿರದಲ್ಲಿ ದರ್ಶನ ಪಡೆಯಲಿದ್ದಾರೆ.: [46, 1072, 323, 1169]
masthead: [46, 54, 1505, 138]
feature-box-1: [1275, 307, 1497, 522]
feature-sub-2-text: ಅತ್ಯಾಧುನಿಕ ಎಐ ತಂತ್ರಜ್ಞಾನ ಮತ್ತು ಉತ್ಕೃಷ್ಟ ಗುಣಮಟ್ಟದ ಕ್ಯಾಮರಾ ಅಳವಡಿಸಿದ ಸರ್ವಂ ಕಾಜಿ ಸ್ಮಾರ್ಟ್ ಗ್ಲಾಸ್‌ಗಳು ನೀವು ಯಾವ ದೃಶ್ಯವನ್ನು ನೋಡುತ್ತೀರೋ ಅದನ್ನು ನೀವು ಬಯಸಿದಂತೆ ಸೆರೆಹಿಡಿಯಲು ಬಯಸುವುದೋ ಅವುಗಳನ್ನು ಕ್ಯಾಪ್ಚರ್ ಮಾಡುತ್ತದೆ.: [622, 742, 883, 800]
lead-sidebox: [338, 537, 603, 775]
kiru-dateline: ● ಹೊಸದಿಲ್ಲಿ:: [46, 1584, 100, 1597]
anthem-dateline: ● ಲಖನೌ:: [971, 1415, 1024, 1429]
social-subhead: ಶೃಂಗದಲ್ಲಿ ಚಚ್ಚುಗಳ್ ಕ್ರಮ ಕೇಳಿದ ಸಚಿವರು:: [326, 2171, 504, 2186]
social-sidebox: [929, 2011, 1213, 2150]
murmu-dateline: ● ಅಯೋಧ್ಯೆ:: [46, 1072, 114, 1086]
spec-box: [1075, 886, 1497, 1344]
clinic-rule: [960, 1351, 961, 1889]
kiru-text-2: [46, 1584, 307, 1644]
anthem-story: [971, 1351, 1263, 1889]
paper-tagline: ರಾಷ್ಟ್ರೀಯ ಕನ್ನಡ ದೈನಿಕ: [1229, 118, 1296, 129]
spec-box-title: ಸರ್ವಂ ಕಾಜಿ ವಿಶೇಷತೆಗಳು: [1121, 883, 1325, 915]
offline-tag: ಆಫ್‌ಲೈನ್ ನಲ್ಲೂ ಎಐ!: [922, 845, 1044, 894]
feature-box-2-text: ಮೇ ತಿಂಗಳಲ್ಲಿ ಕಾಜಿ ಸ್ಮಾರ್ಟ್ ಗ್ಲಾಸ್‌ಗಳನ್ನು ಭಾರತೀಯ ಮಾರುಕಟ್ಟೆಗೆ ಪರಿಚಯಿಸಲು ಸರ್ವಂ ಎಐ ಸಜ್ಜಾಗುತ್ತಿದೆ ಎಂದು ಕಂಪನಿ ತಿಳಿಸಿದೆ.: [1284, 564, 1488, 606]
clinic-dateline: ● ಹೊಸದಿಲ್ಲಿ:: [630, 1422, 697, 1436]
anthem-para: ವಂದೇ ಮಾತರಂ ಅನ್ನು ವಿರೋಧಿಸುವವರಿಗೆ ಉತ್ತರಪ್ರದೇಶದ ಮುಖ್ಯಮಂತ್ರಿ ಯೋಗಿ ಆದಿತ್ಯನಾಥ್ ಖಡಕ್ ಸಂದೇಶ ನೀಡಿದ್ದಾರೆ. ರಾಷ್ಟ್ರೀಯ ಗೀತೆಗೆ ವಿರೋಧ ವ್ಯಕ್ತಪಡಿಸುವುದು ದೇಶದ್ರೋಹಕ್ಕಿಂತ ಕಡಿಮೆಯಲ್ಲ ಎಂದು ಅವರು ಹೇಳಿದ್ದಾರೆ. ವಂದೇ ಮಾತರಂ ಸ್ವಾತಂತ್ರ್ಯ ಹೋರಾಟದ ಪ್ರೇರಣೆಯಾಗಿತ್ತು. 1950ರ ಜ.24ರಂದು ಅದಕ್ಕೆ ರಾಷ್ಟ್ರಗೀತೆಯ ಸ್ಥಾನಮಾನ ನೀಡಲಾಗಿದೆ. ಇದನ್ನು ಗೌರವಿಸುವುದು ಪ್ರತಿಯೊಬ್ಬ ಭಾರತೀಯನ ಕರ್ತವ್ಯ ಎಂದು ಯೋಗಿ ಹೇಳಿದರು.: [971, 1415, 1263, 1512]
mid-rule: [46, 1345, 1497, 1347]
feature-bullet: ● ಕ್ಲೌಡ್ ಸ್ಟೋರೇಜ್, ಇಂಟರ್ ನೆಟ್ ಇಲ್ಲದ ಕಾರ್ಯಾಚರಿಸುವ ಸಾಫ್ಟ್‌ವೇರ್ ಎಐ ಮಾಡೆಲ್ ಸರ್ವಂ ಎಜ್: [898, 365, 1084, 414]
lead-para-2: ರಕ್ಷಣಾ ರಂಗ, ತಂತ್ರಜ್ಞಾನ ಮತ್ತು ಸಾಂಸ್ಕೃತಿಕ ಸಹಕಾರ ರಂಗಗಳಲ್ಲಿನ ತಮ್ಮ ಸಮಾನ ದೃಷ್ಟಿಕೋನಗಳನ್ನು ಪ್ರತಿಪಾದಿಸಿದ ಉಭಯ ನಾಯಕರು, ದ್ವಿಪಕ್ಷೀಯ ಸಹಕಾರಗಳ ಹೊಸ ಅವಕಾಶಗಳ ಬಗ್ಗೆ ಸಮಾಲೋಚಿಸಿದರು. ಉಭಯ ರಾಷ್ಟ್ರಗಳ ರಕ್ಷಣಾ ರಂಗದಲ್ಲಿ ಸತತ ಸಹಕಾರ - ಸಹಯೋಗವನ್ನು ಸಾಧಿಸುವ ಬಗ್ಗೆ ಚರ್ಚಿಸಿದರು.: [46, 449, 330, 531]
murmu-top-rule: [46, 1002, 611, 1003]
